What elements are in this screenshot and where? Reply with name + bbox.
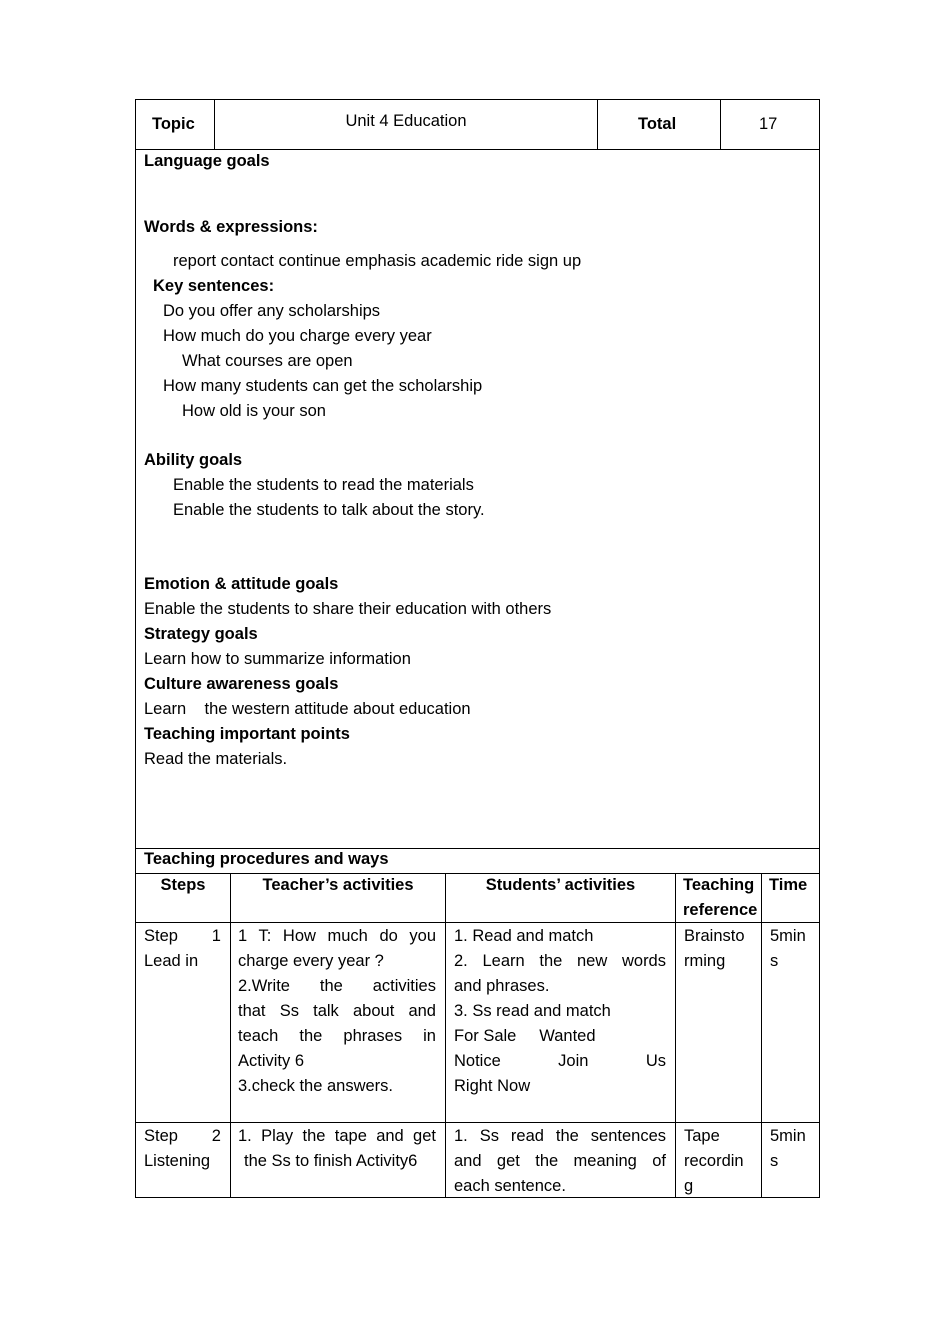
important-points-heading: Teaching important points (144, 725, 350, 743)
students-cell: each sentence. (454, 1177, 566, 1195)
key-sentences-heading: Key sentences: (153, 277, 275, 295)
time-cell: 5min (770, 927, 806, 945)
students-cell: Notice Join Us (454, 1052, 666, 1070)
students-cell: 1. Read and match (454, 927, 594, 945)
header-divider (720, 99, 721, 150)
step-cell: Listening (144, 1152, 211, 1170)
teacher-cell: 1. Play the tape and get (238, 1127, 436, 1145)
ability-goal: Enable the students to talk about the story. (173, 501, 485, 519)
step-cell: Lead in (144, 952, 199, 970)
topic-label: Topic (152, 115, 195, 133)
column-divider (675, 873, 676, 1198)
reference-cell: rming (684, 952, 726, 970)
culture-goals-heading: Culture awareness goals (144, 675, 339, 693)
words-list: report contact continue emphasis academic ride sign up (173, 252, 582, 270)
teacher-cell: 2.Write the activities (238, 977, 436, 995)
procedures-heading: Teaching procedures and ways (144, 850, 389, 868)
reference-cell: recordin (684, 1152, 744, 1170)
column-header-teacher: Teacher’s activities (262, 876, 414, 894)
time-cell: s (770, 952, 779, 970)
words-heading: Words & expressions: (144, 218, 318, 236)
step-cell: Step 2 (144, 1127, 221, 1145)
topic-value: Unit 4 Education (345, 112, 467, 130)
teacher-cell: 1 T: How much do you (238, 927, 436, 945)
teacher-cell: 3.check the answers. (238, 1077, 393, 1095)
reference-cell: g (684, 1177, 694, 1195)
column-divider (761, 873, 762, 1198)
students-cell: Right Now (454, 1077, 531, 1095)
column-header-reference: Teaching (683, 876, 755, 894)
students-cell: For Sale Wanted (454, 1027, 596, 1045)
emotion-goals-heading: Emotion & attitude goals (144, 575, 339, 593)
reference-cell: Brainsto (684, 927, 745, 945)
language-goals-heading: Language goals (144, 152, 270, 170)
ability-goal: Enable the students to read the materials (173, 476, 474, 494)
emotion-goals-text: Enable the students to share their education with others (144, 600, 552, 618)
key-sentence: What courses are open (182, 352, 353, 370)
teacher-cell: that Ss talk about and (238, 1002, 436, 1020)
total-value: 17 (759, 115, 778, 133)
column-header-students: Students’ activities (485, 876, 636, 894)
key-sentence: Do you offer any scholarships (163, 302, 381, 320)
key-sentence: How many students can get the scholarship (163, 377, 483, 395)
teacher-cell: charge every year ? (238, 952, 384, 970)
time-cell: 5min (770, 1127, 806, 1145)
header-divider (597, 99, 598, 150)
teacher-cell: teach the phrases in (238, 1027, 436, 1045)
students-cell: 3. Ss read and match (454, 1002, 611, 1020)
teacher-cell: the Ss to finish Activity6 (244, 1152, 418, 1170)
column-divider (230, 873, 231, 1198)
strategy-goals-text: Learn how to summarize information (144, 650, 411, 668)
key-sentence: How much do you charge every year (163, 327, 432, 345)
step-cell: Step 1 (144, 927, 221, 945)
reference-cell: Tape (684, 1127, 720, 1145)
table-rule (135, 1122, 820, 1123)
column-divider (445, 873, 446, 1198)
students-cell: and get the meaning of (454, 1152, 666, 1170)
time-cell: s (770, 1152, 779, 1170)
students-cell: 1. Ss read the sentences (454, 1127, 666, 1145)
column-header-time: Time (769, 876, 808, 894)
total-label: Total (638, 115, 677, 133)
column-header-reference: reference (683, 901, 758, 919)
ability-goals-heading: Ability goals (144, 451, 243, 469)
culture-goals-text: Learn the western attitude about education (144, 700, 471, 718)
important-points-text: Read the materials. (144, 750, 288, 768)
students-cell: 2. Learn the new words (454, 952, 666, 970)
strategy-goals-heading: Strategy goals (144, 625, 258, 643)
teacher-cell: Activity 6 (238, 1052, 305, 1070)
column-header-steps: Steps (160, 876, 206, 894)
students-cell: and phrases. (454, 977, 550, 995)
key-sentence: How old is your son (182, 402, 326, 420)
